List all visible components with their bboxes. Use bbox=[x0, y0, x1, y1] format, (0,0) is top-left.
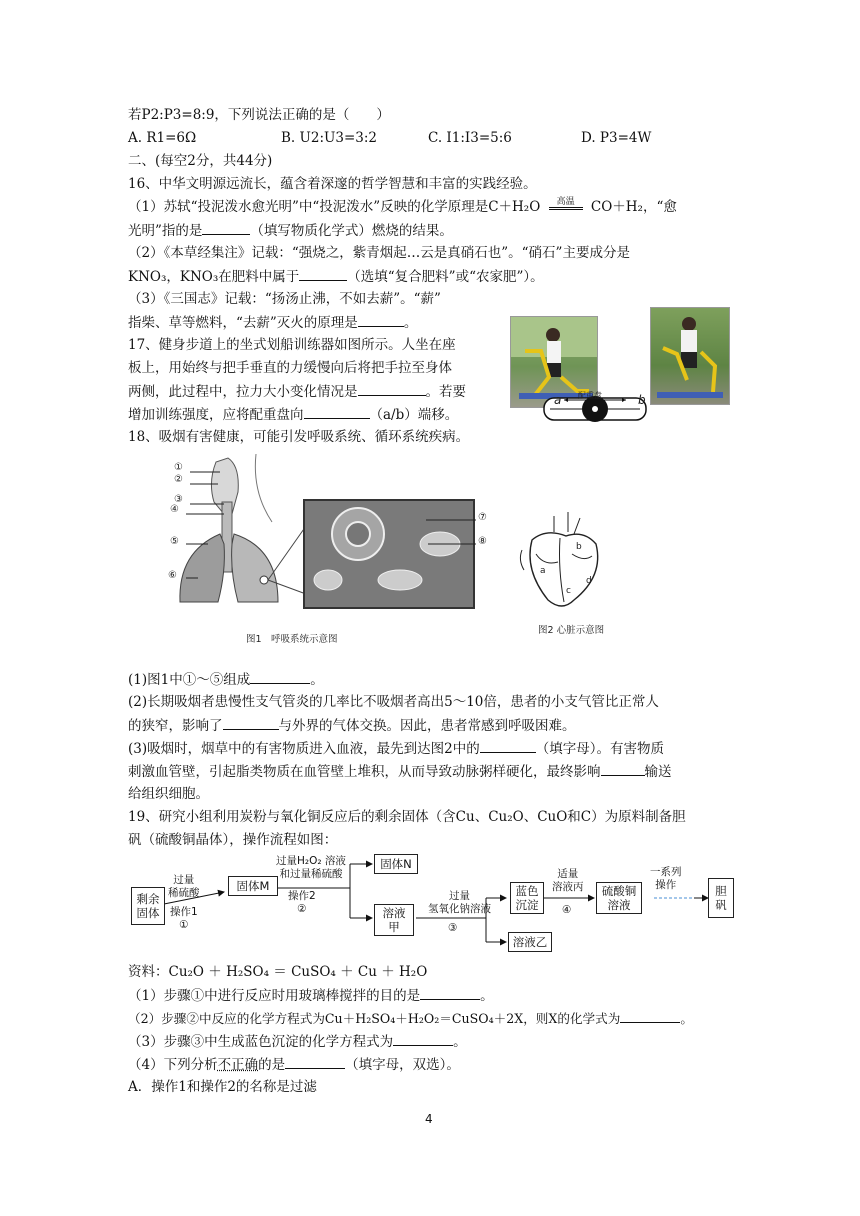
q16-part3-line2 bbox=[128, 312, 417, 333]
solid-m-box: 固体M bbox=[228, 876, 278, 896]
q19-option-a: A．操作1和操作2的名称是过滤 bbox=[128, 1079, 317, 1095]
q15-option-b: B. U2:U3=3:2 bbox=[281, 130, 378, 146]
q15-option-d: D. P3=4W bbox=[581, 130, 652, 146]
start-remaining-solid: 剩余 固体 bbox=[131, 887, 165, 925]
heart-label-d: d bbox=[586, 576, 592, 586]
answer-blank[interactable] bbox=[358, 381, 426, 396]
q18-part3-line2 bbox=[128, 761, 672, 782]
q18-part1 bbox=[128, 669, 324, 690]
weight-disc-label-a: a bbox=[554, 393, 562, 407]
q16-part1-text-b: CO＋H₂，“愈 bbox=[590, 199, 677, 215]
answer-blank[interactable] bbox=[601, 761, 645, 776]
q16-part3-line1: （3）《三国志》记载：“扬汤止沸，不如去薪”。“薪” bbox=[128, 291, 441, 307]
heart-label-b: b bbox=[576, 542, 582, 552]
q15-stem: 若P2:P3=8:9，下列说法正确的是（ ） bbox=[128, 107, 390, 123]
marker-5: ⑤ bbox=[170, 536, 179, 547]
flow-step2-reagent: 过量H₂O₂ 溶液 和过量稀硫酸 bbox=[276, 855, 346, 880]
q17-line3 bbox=[128, 381, 466, 402]
marker-1: ① bbox=[174, 462, 183, 473]
heart-figure bbox=[514, 510, 610, 614]
q19-text-3a: （3）步骤③中生成蓝色沉淀的化学方程式为 bbox=[128, 1034, 394, 1050]
flow-step5-operation: 一系列 操作 bbox=[650, 866, 682, 891]
q19-text-4c: （填字母，双选）。 bbox=[345, 1057, 460, 1073]
q19-line1: 19、研究小组利用炭粉与氧化铜反应后的剩余固体（含Cu、Cu₂O、CuO和C）为原料制备胆 bbox=[128, 809, 686, 825]
answer-blank[interactable] bbox=[223, 715, 279, 730]
q18-text-3a: (3)吸烟时，烟草中的有害物质进入血液，最先到达图2中的 bbox=[128, 741, 480, 757]
solid-n-box: 固体N bbox=[374, 854, 418, 874]
q16-part2-text-b: （选填“复合肥料”或“农家肥”）。 bbox=[347, 269, 544, 285]
q19-text-1a: （1）步骤①中进行反应时用玻璃棒搅拌的目的是 bbox=[128, 988, 421, 1004]
answer-blank[interactable] bbox=[250, 669, 310, 684]
weight-disc-label: 配重盘 bbox=[578, 391, 602, 400]
q19-info: 资料：Cu₂O ＋ H₂SO₄ ＝ CuSO₄ ＋ Cu ＋ H₂O bbox=[128, 964, 428, 980]
marker-2: ② bbox=[174, 474, 183, 485]
q18-part2-line2 bbox=[128, 715, 576, 736]
q16-part1-line1 bbox=[128, 197, 677, 217]
q19-part3 bbox=[128, 1031, 467, 1052]
rowing-machine-illustration-2 bbox=[651, 308, 729, 404]
q17-text-a: 两侧，此过程中，拉力大小变化情况是 bbox=[128, 384, 358, 400]
answer-blank[interactable] bbox=[202, 220, 250, 235]
figure-2-caption: 图2 心脏示意图 bbox=[538, 625, 605, 636]
q17-line1: 17、健身步道上的坐式划船训练器如图所示。人坐在座 bbox=[128, 337, 456, 353]
q18-text-2b: 与外界的气体交换。因此，患者常感到呼吸困难。 bbox=[278, 718, 576, 734]
flow-step1-reagent: 过量 稀硫酸 bbox=[168, 874, 200, 899]
heart-label-c: c bbox=[566, 586, 571, 596]
q18-text-2a: 的狭窄，影响了 bbox=[128, 718, 223, 734]
q19-emphasis-not-correct: 不正确 bbox=[217, 1057, 259, 1073]
q16-part2-line2 bbox=[128, 266, 544, 287]
heart-label-a: a bbox=[540, 566, 546, 576]
marker-4: ④ bbox=[170, 504, 179, 515]
q19-text-4a: （4）下列分析 bbox=[128, 1057, 218, 1073]
q19-text-2b: 。 bbox=[680, 1011, 693, 1026]
marker-3: ③ bbox=[174, 494, 183, 505]
flow-step4-operation: ④ bbox=[562, 904, 572, 916]
q16-part3-text-b: 。 bbox=[403, 315, 418, 331]
q16-part2-text-a: KNO₃，KNO₃在肥料中属于 bbox=[128, 269, 300, 285]
blue-precipitate-box: 蓝色 沉淀 bbox=[510, 882, 544, 914]
answer-blank[interactable] bbox=[299, 266, 347, 281]
q19-part2 bbox=[128, 1008, 693, 1029]
q16-part3-text-a: 指柴、草等燃料，“去薪”灭火的原理是 bbox=[128, 315, 358, 331]
respiratory-system-figure bbox=[168, 452, 478, 622]
q16-part1-text-d: （填写物质化学式）燃烧的结果。 bbox=[250, 223, 453, 239]
section-title: 二、(每空2分，共44分) bbox=[128, 153, 273, 169]
marker-7: ⑦ bbox=[478, 512, 487, 523]
solution-b-box: 溶液乙 bbox=[508, 932, 552, 952]
q19-text-2a: （2）步骤②中反应的化学方程式为Cu＋H₂SO₄＋H₂O₂＝CuSO₄＋2X，则X的化学式为 bbox=[128, 1011, 621, 1026]
q16-part1-text-a: （1）苏轼“投泥泼水愈光明”中“投泥泼水”反映的化学原理是C＋H₂O bbox=[128, 199, 541, 215]
q18-text-1a: (1)图1中①～⑤组成 bbox=[128, 672, 251, 688]
figure-1-caption: 图1 呼吸系统示意图 bbox=[246, 634, 338, 645]
q19-part4 bbox=[128, 1054, 460, 1075]
answer-blank[interactable] bbox=[393, 1031, 453, 1046]
blue-vitriol-box: 胆 矾 bbox=[708, 878, 734, 918]
q19-text-1b: 。 bbox=[480, 988, 494, 1004]
q15-option-c: C. I1:I3=5:6 bbox=[428, 130, 512, 146]
q17-text-b: 。若要 bbox=[425, 384, 466, 400]
q15-option-a: A. R1=6Ω bbox=[128, 130, 197, 146]
q19-line2: 矾（硫酸铜晶体），操作流程如图： bbox=[128, 832, 338, 848]
flow-step3-operation: ③ bbox=[448, 922, 458, 934]
reaction-condition: 高温 bbox=[549, 197, 583, 210]
q18-text-3c: 刺激血管壁，引起脂类物质在血管壁上堆积，从而导致动脉粥样硬化，最终影响 bbox=[128, 764, 601, 780]
marker-6: ⑥ bbox=[168, 570, 177, 581]
flow-step4-reagent: 适量 溶液丙 bbox=[552, 868, 584, 893]
q18-text-1b: 。 bbox=[310, 672, 324, 688]
flow-step1-operation: 操作1 ① bbox=[170, 906, 198, 931]
q18-stem: 18、吸烟有害健康，可能引发呼吸系统、循环系统疾病。 bbox=[128, 429, 470, 445]
marker-8: ⑧ bbox=[478, 536, 487, 547]
answer-blank[interactable] bbox=[358, 312, 404, 327]
answer-blank[interactable] bbox=[480, 738, 536, 753]
answer-blank[interactable] bbox=[420, 985, 480, 1000]
answer-blank[interactable] bbox=[304, 404, 370, 419]
answer-blank[interactable] bbox=[285, 1054, 345, 1069]
answer-blank[interactable] bbox=[620, 1008, 680, 1023]
q18-text-3d: 输送 bbox=[644, 764, 672, 780]
q17-text-c: 增加训练强度，应将配重盘向 bbox=[128, 407, 304, 423]
solution-a-box: 溶液 甲 bbox=[374, 904, 414, 936]
q19-text-3b: 。 bbox=[453, 1034, 467, 1050]
weight-disc-label-b: b bbox=[638, 393, 646, 407]
page-number: 4 bbox=[425, 1112, 433, 1126]
rowing-machine-photo-2 bbox=[650, 307, 730, 405]
q18-part3-line1 bbox=[128, 738, 664, 759]
q16-part2-line1: （2）《本草经集注》记载：“强烧之，紫青烟起…云是真硝石也”。“硝石”主要成分是 bbox=[128, 245, 630, 261]
copper-sulfate-solution-box: 硫酸铜 溶液 bbox=[596, 882, 642, 914]
q17-text-d: （a/b）端移。 bbox=[369, 407, 459, 423]
q16-part1-line2 bbox=[128, 220, 453, 241]
q18-text-3b: （填字母）。有害物质 bbox=[535, 741, 664, 757]
q19-part1 bbox=[128, 985, 494, 1006]
q16-part1-text-c: 光明”指的是 bbox=[128, 223, 203, 239]
q18-part3-line3: 给组织细胞。 bbox=[128, 786, 209, 802]
q16-stem: 16、中华文明源远流长，蕴含着深邃的哲学智慧和丰富的实践经验。 bbox=[128, 176, 537, 192]
flow-step3-reagent: 过量 氢氧化钠溶液 bbox=[428, 890, 491, 915]
q18-part2-line1: (2)长期吸烟者患慢性支气管炎的几率比不吸烟者高出5～10倍，患者的小支气管比正常人 bbox=[128, 694, 659, 710]
q19-text-4b: 的是 bbox=[258, 1057, 286, 1073]
q17-line2: 板上，用始终与把手垂直的力缓慢向后将把手拉至身体 bbox=[128, 360, 452, 376]
flow-step2-operation: 操作2 ② bbox=[288, 890, 316, 915]
q17-line4 bbox=[128, 404, 458, 425]
